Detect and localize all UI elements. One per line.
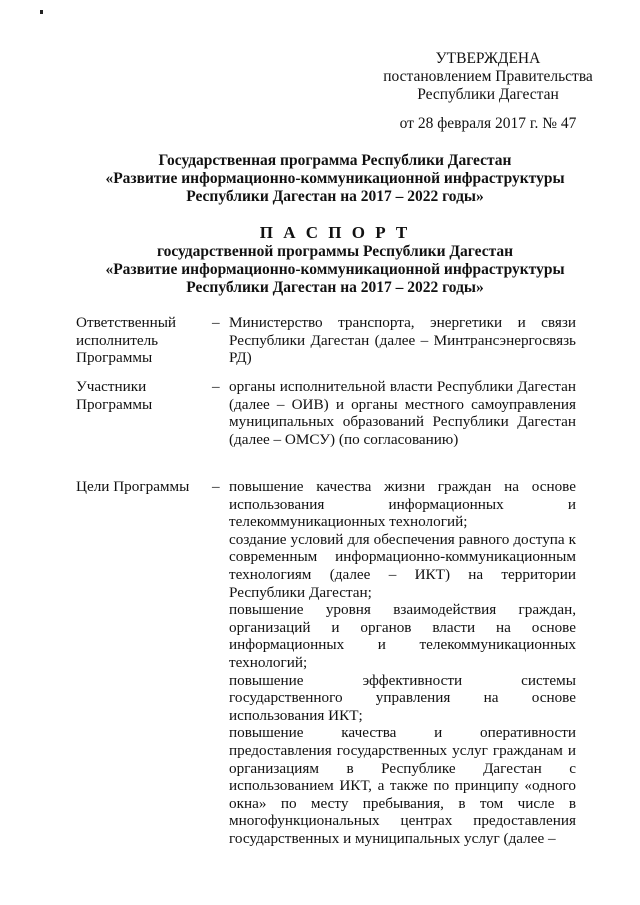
passport-title: П А С П О Р Т <box>259 223 411 242</box>
approval-line: Республики Дагестан <box>417 86 559 103</box>
row-dash: – <box>212 478 220 495</box>
row-label: Ответственный исполнитель Программы <box>76 314 177 367</box>
row-label: Участники Программы <box>76 378 153 413</box>
row-paragraph: создание условий для обеспечения равного доступа к современным информационно-коммуникационным технологиям (далее – ИКТ) на территории Республики Дагестан; <box>229 530 576 601</box>
row-paragraph: органы исполнительной власти Республики Дагестан (далее – ОИВ) и органы местного самоуправления муниципальных образований Республики Дагестан (далее – ОМСУ) (по согласованию) <box>229 378 576 448</box>
row-paragraph: повышение эффективности системы государственного управления на основе использования ИКТ; <box>229 671 576 724</box>
row-paragraph: повышение уровня взаимодействия граждан, организаций и органов власти на основе информационных и телекоммуникационных технологий; <box>229 601 576 671</box>
row-body <box>229 478 576 847</box>
row-label: Цели Программы <box>76 478 190 495</box>
row-paragraph: повышение качества жизни граждан на основе использования информационных и телекоммуникационных технологий; <box>229 478 576 531</box>
row-dash: – <box>212 378 220 395</box>
passport-heading-line: государственной программы Республики Дагестан <box>156 243 514 260</box>
row-dash: – <box>212 314 220 331</box>
approval-title: УТВЕРЖДЕНА <box>435 50 541 67</box>
approval-line: постановлением Правительства <box>383 68 593 85</box>
passport-heading <box>55 223 615 297</box>
row-body <box>229 378 576 448</box>
row-paragraph: повышение качества и оперативности предоставления государственных услуг гражданам и организациям в Республике Дагестан с использованием ИКТ, а также по принципу «одного окна» по месту пребывания, в том числе в многофункциональных центрах предоставления государственных и муниципальных услуг (далее – <box>229 724 576 847</box>
scan-mark <box>40 10 43 14</box>
row-paragraph: Министерство транспорта, энергетики и связи Республики Дагестан (далее – Минтрансэнергосвязь РД) <box>229 314 576 367</box>
approval-block <box>378 50 598 133</box>
program-heading-line: Республики Дагестан на 2017 – 2022 годы» <box>186 188 484 205</box>
decree-date: от 28 февраля 2017 г. № 47 <box>399 115 577 132</box>
program-heading-line: Государственная программа Республики Дагестан <box>158 152 512 169</box>
passport-heading-line: Республики Дагестан на 2017 – 2022 годы» <box>186 279 484 296</box>
program-heading-line: «Развитие информационно-коммуникационной инфраструктуры <box>105 170 565 187</box>
program-heading <box>55 152 615 206</box>
row-body <box>229 314 576 367</box>
passport-heading-line: «Развитие информационно-коммуникационной инфраструктуры <box>105 261 565 278</box>
